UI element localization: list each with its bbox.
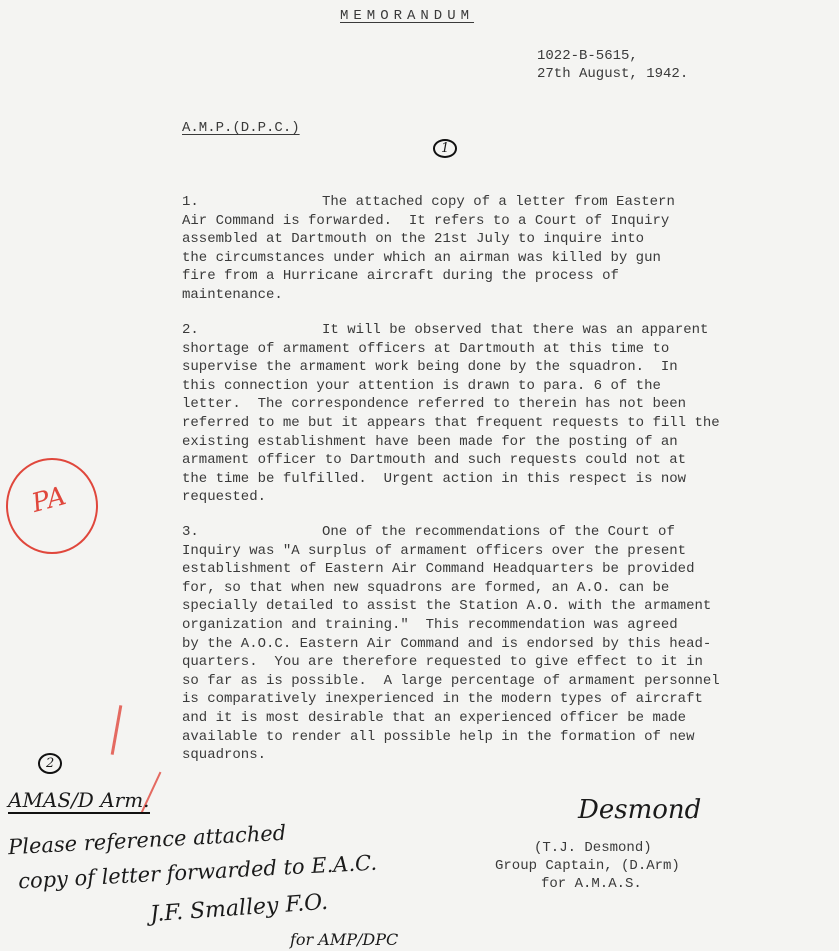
handwritten-note-line-1: Please reference attached — [7, 820, 287, 860]
text-line: requested. — [182, 489, 267, 506]
text-line: referred to me but it appears that frequent requests to fill the — [182, 414, 720, 431]
paragraph-number: 1. — [182, 194, 199, 210]
paragraph-number: 3. — [182, 524, 199, 540]
paragraph-1 — [182, 193, 675, 305]
text-line: organization and training." This recommendation was agreed — [182, 616, 678, 633]
text-line: is comparatively inexperienced in the modern types of aircraft — [182, 691, 703, 708]
text-line: existing establishment have been made for the posting of an — [182, 433, 678, 450]
text-line: and it is most desirable that an experienced officer be made — [182, 709, 687, 726]
text-line: letter. The correspondence referred to therein has not been — [182, 396, 687, 413]
paragraph-2 — [182, 321, 720, 507]
text-line: assembled at Dartmouth on the 21st July to inquire into — [182, 231, 645, 248]
circled-number-two: 2 — [38, 753, 62, 774]
circled-number-one: 1 — [433, 130, 457, 158]
paragraph-number: 2. — [182, 322, 199, 338]
signatory-rank: Group Captain, (D.Arm) — [495, 858, 680, 874]
text-line: The attached copy of a letter from Eastern — [322, 194, 675, 210]
signatory-name: (T.J. Desmond) — [534, 840, 652, 856]
routing-note: AMAS/D Arm. — [8, 788, 150, 812]
memo-title: MEMORANDUM — [340, 8, 475, 24]
text-line: It will be observed that there was an apparent — [322, 322, 709, 338]
text-line: this connection your attention is drawn to para. 6 of the — [182, 377, 661, 394]
text-line: maintenance. — [182, 286, 283, 303]
signature: Desmond — [578, 795, 702, 825]
text-line: Inquiry was "A surplus of armament officers over the present — [182, 542, 687, 559]
memo-date: 27th August, 1942. — [537, 66, 689, 82]
paragraph-3 — [182, 523, 720, 765]
pa-stamp-text: PA — [28, 481, 70, 519]
text-line: shortage of armament officers at Dartmouth at this time to — [182, 340, 670, 357]
text-line: establishment of Eastern Air Command Headquarters be provided — [182, 561, 695, 578]
red-mark — [111, 705, 123, 755]
text-line: so far as is possible. A large percentage of armament personnel — [182, 672, 720, 689]
text-line: specially detailed to assist the Station A.O. with the armament — [182, 598, 712, 615]
handwritten-signature: J.F. Smalley F.O. — [149, 889, 329, 928]
signatory-for: for A.M.A.S. — [541, 876, 642, 892]
text-line: armament officer to Dartmouth and such requests could not at — [182, 452, 687, 469]
handwritten-for-line: for AMP/DPC — [290, 930, 399, 949]
text-line: for, so that when new squadrons are formed, an A.O. can be — [182, 579, 670, 596]
text-line: the time be fulfilled. Urgent action in this respect is now — [182, 470, 687, 487]
text-line: quarters. You are therefore requested to give effect to it in — [182, 654, 703, 671]
handwritten-note-line-2: copy of letter forwarded to E.A.C. — [17, 850, 378, 894]
text-line: available to render all possible help in the formation of new — [182, 728, 695, 745]
text-line: supervise the armament work being done by the squadron. In — [182, 359, 678, 376]
text-line: fire from a Hurricane aircraft during the process of — [182, 268, 619, 285]
text-line: Air Command is forwarded. It refers to a Court of Inquiry — [182, 212, 670, 229]
text-line: squadrons. — [182, 747, 267, 764]
addressee: A.M.P.(D.P.C.) — [182, 120, 300, 136]
reference-number: 1022-B-5615, — [537, 48, 638, 64]
text-line: by the A.O.C. Eastern Air Command and is endorsed by this head- — [182, 635, 712, 652]
text-line: One of the recommendations of the Court of — [322, 524, 675, 540]
text-line: the circumstances under which an airman was killed by gun — [182, 249, 661, 266]
